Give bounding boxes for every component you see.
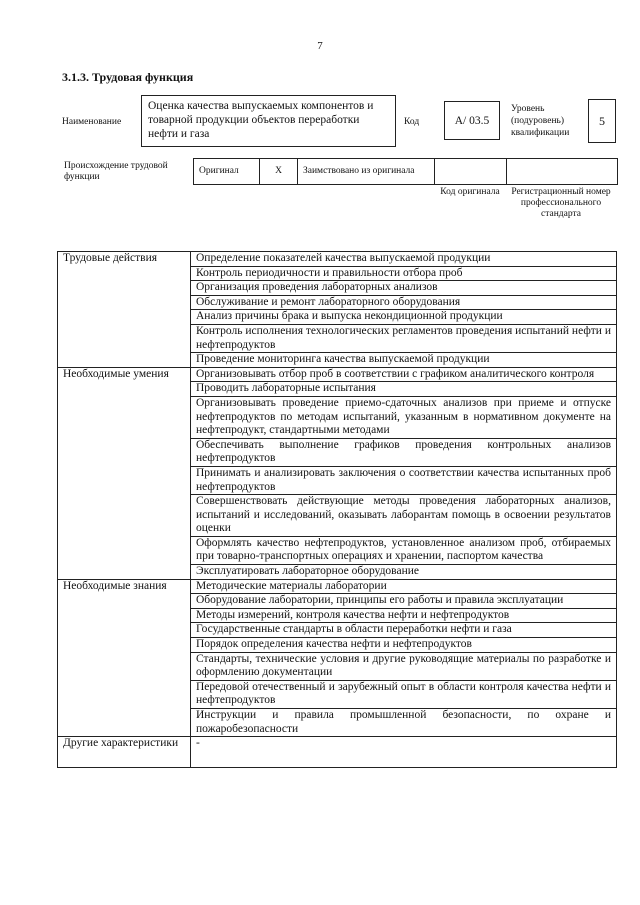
page-number: 7 [317,40,323,52]
section-title-cell: Другие характеристики [58,737,191,768]
table-item: Инструкции и правила промышленной безопасности, по охране и пожаробезопасности [191,709,617,737]
table-row [58,266,617,281]
table-row [58,652,617,680]
section-title-spacer [58,281,191,296]
table-item: Обеспечивать выполнение графиков проведения контрольных анализов нефтепродуктов [191,438,617,466]
table-item: - [191,737,617,768]
section-title-spacer [58,680,191,708]
table-item: Эксплуатировать лабораторное оборудование [191,565,617,580]
table-row [58,680,617,708]
section-title-spacer [58,310,191,325]
table-row [58,638,617,653]
table-item: Организовывать отбор проб в соответствии с графиком аналитического контроля [191,367,617,382]
table-row [58,324,617,352]
name-label: Наименование [62,117,122,127]
table-row [58,565,617,580]
section-title-spacer [58,638,191,653]
section-title-spacer [58,536,191,564]
code-original-caption: Код оригинала [440,187,500,197]
reg-number-caption: Регистрационный номер профессионального стандарта [511,187,611,219]
origin-label: Происхождение трудовой функции [64,161,168,182]
section-title-spacer [58,623,191,638]
table-row [58,623,617,638]
table-item: Методы измерений, контроля качества нефти и нефтепродуктов [191,608,617,623]
table-row [58,438,617,466]
section-title-spacer [58,565,191,580]
table-row [58,737,617,768]
section-title-spacer [58,295,191,310]
section-title-spacer [58,353,191,368]
table-item: Государственные стандарты в области переработки нефти и газа [191,623,617,638]
section-title-cell: Трудовые действия [58,252,191,267]
table-item: Определение показателей качества выпускаемой продукции [191,252,617,267]
section-title-spacer [58,466,191,494]
borrowed-label: Заимствовано из оригинала [298,159,435,185]
section-title-spacer [58,709,191,737]
table-row [58,579,617,594]
table-row [58,608,617,623]
section-title-cell: Необходимые умения [58,367,191,382]
table-item: Оформлять качество нефтепродуктов, установленное анализом проб, отбираемых при товарно-транспортных операциях и хранении, паспортом качества [191,536,617,564]
section-title-spacer [58,594,191,609]
table-item: Анализ причины брака и выпуска некондиционной продукции [191,310,617,325]
table-row [58,367,617,382]
table-row [58,536,617,564]
section-title: 3.1.3. Трудовая функция [62,70,194,84]
table-row [58,252,617,267]
origin-table [193,158,618,185]
table-item: Организовывать проведение приемо-сдаточных анализов при приеме и отпуске нефтепродуктов по методам испытаний, указанным в нормативном документе на нефтепродукт, стандартными методами [191,396,617,438]
code-original-cell [435,159,507,185]
table-row [58,594,617,609]
section-title-spacer [58,324,191,352]
table-row [58,382,617,397]
table-row [58,709,617,737]
reg-number-cell [507,159,618,185]
table-row [58,495,617,537]
function-name-box: Оценка качества выпускаемых компонентов и товарной продукции объектов переработки нефти и газа [141,95,396,147]
code-label: Код [404,117,420,127]
table-item: Организация проведения лабораторных анализов [191,281,617,296]
table-item: Порядок определения качества нефти и нефтепродуктов [191,638,617,653]
section-title-spacer [58,396,191,438]
table-row [58,281,617,296]
qualification-level-label: Уровень (подуровень) квалификации [511,104,570,138]
section-title-spacer [58,652,191,680]
table-row [58,295,617,310]
table-item: Контроль периодичности и правильности отбора проб [191,266,617,281]
section-title-spacer [58,495,191,537]
table-item: Проводить лабораторные испытания [191,382,617,397]
section-title-cell: Необходимые знания [58,579,191,594]
section-title-spacer [58,266,191,281]
table-row [58,466,617,494]
table-item: Контроль исполнения технологических регламентов проведения испытаний нефти и нефтепродуктов [191,324,617,352]
section-title-spacer [58,382,191,397]
table-row [58,396,617,438]
table-item: Совершенствовать действующие методы проведения лабораторных анализов, испытаний и исследований, оказывать лаборантам помощь в освоении результатов оценки [191,495,617,537]
table-item: Обслуживание и ремонт лабораторного оборудования [191,295,617,310]
table-item: Стандарты, технические условия и другие руководящие материалы по разработке и оформлению документации [191,652,617,680]
table-row [58,353,617,368]
section-title-spacer [58,438,191,466]
table-item: Оборудование лаборатории, принципы его работы и правила эксплуатации [191,594,617,609]
table-item: Передовой отечественный и зарубежный опыт в области контроля качества нефти и нефтепродуктов [191,680,617,708]
table-item: Принимать и анализировать заключения о соответствии качества испытанных проб нефтепродуктов [191,466,617,494]
table-row [58,310,617,325]
function-code-box: А/ 03.5 [444,101,500,140]
qualification-level-box: 5 [588,99,616,143]
function-details-table [57,251,617,768]
table-item: Проведение мониторинга качества выпускаемой продукции [191,353,617,368]
original-mark: X [260,159,298,185]
table-item: Методические материалы лаборатории [191,579,617,594]
section-title-spacer [58,608,191,623]
original-label: Оригинал [194,159,260,185]
